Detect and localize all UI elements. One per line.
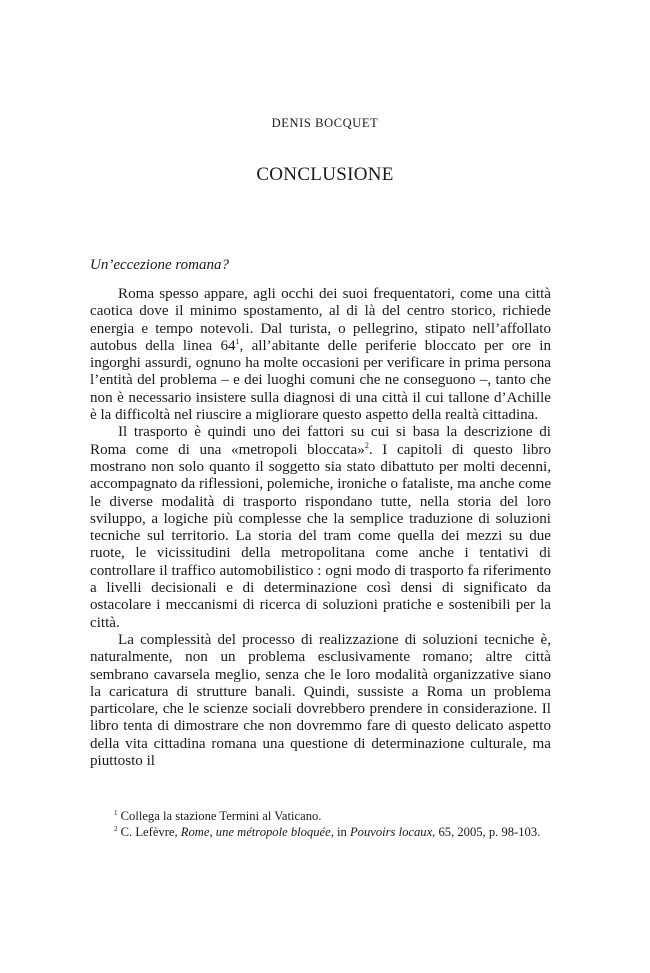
paragraph-3: La complessità del processo di realizzazione di soluzioni tecniche è, naturalmente, non un problema esclusivamente romano; altre città sembrano cavarsela meglio, senza che le loro modalità organizzative siano la caricatura di strutture banali. Quindi, sussiste a Roma un problema particolare, che le scienze sociali dovrebbero prendere in considerazione. Il libro tenta di dimostrare che non dovremmo fare di questo delicato aspetto della vita cittadina romana una questione di determinazione culturale, ma piuttosto il [90,631,551,770]
paragraph-2-part-a: Il trasporto è quindi uno dei fattori su cui si basa la descrizione di Roma come di una «metropoli bloccata» [90,424,551,458]
footnote-2-citation: , 65, 2005, p. 98-103. [432,825,541,839]
footnote-ref-2: 2 [364,440,369,450]
footnote-1-text: Collega la stazione Termini al Vaticano. [117,809,322,823]
author-name: DENIS BOCQUET [271,116,379,130]
footnote-1-number: 1 [114,808,118,817]
chapter-title: CONCLUSIONE [256,164,394,185]
footnote-2-journal: Pouvoirs locaux [349,825,433,839]
footnote-2-work-title: Rome, une métropole bloquée [180,825,331,839]
paragraph-1-part-a: Roma spesso appare, agli occhi dei suoi frequentatori, come una città caotica dove il minimo spostamento, al di là del centro storico, richiede energia e tempo notevoli. Dal turista, o pellegrino, stipato nell’affollato autobus della linea 64 [90,286,551,354]
footnote-1 [90,808,551,824]
footnote-2-number: 2 [114,824,118,833]
paragraph-1 [90,286,551,424]
body-text [90,286,551,770]
footnote-ref-1: 1 [235,336,240,346]
paragraph-2-part-b: . I capitoli di questo libro mostrano non solo quanto il soggetto sia stato dibattuto per molti decenni, accompagnato da riflessioni, polemiche, ironiche o fataliste, ma anche come le diverse modalità di trasporto rispondano tutte, nella storia del loro sviluppo, a logiche più complesse che la semplice traduzione di soluzioni tecniche sul territorio. La storia del tram come quella dei mezzi su due ruote, le vicissitudini della metropolitana come anche i tentativi di controllare il traffico automobilistico : ogni modo di trasporto fa riferimento a livelli decisionali e di determinazione così densi di significato da ostacolare i meccanismi di ricerca di soluzioni pratiche e sostenibili per la città. [90,441,552,631]
paragraph-1-part-b: , all’abitante delle periferie bloccato per ore in ingorghi assurdi, ognuno ha molte occasioni per verificare in prima persona l’entità del problema – e dei luoghi comuni che ne conseguono –, tanto che non è necessario insistere sulla diagnosi di una città il cui tallone d’Achille è la difficoltà nel riuscire a migliorare questo aspetto della realtà cittadina. [90,337,551,424]
footnote-2 [90,824,551,840]
section-heading: Un’eccezione romana? [90,257,229,273]
paragraph-2 [90,424,551,632]
footnote-2-connector: , in [330,825,350,839]
footnote-2-author: C. Lefèvre, [117,825,181,839]
footnotes [90,808,551,840]
